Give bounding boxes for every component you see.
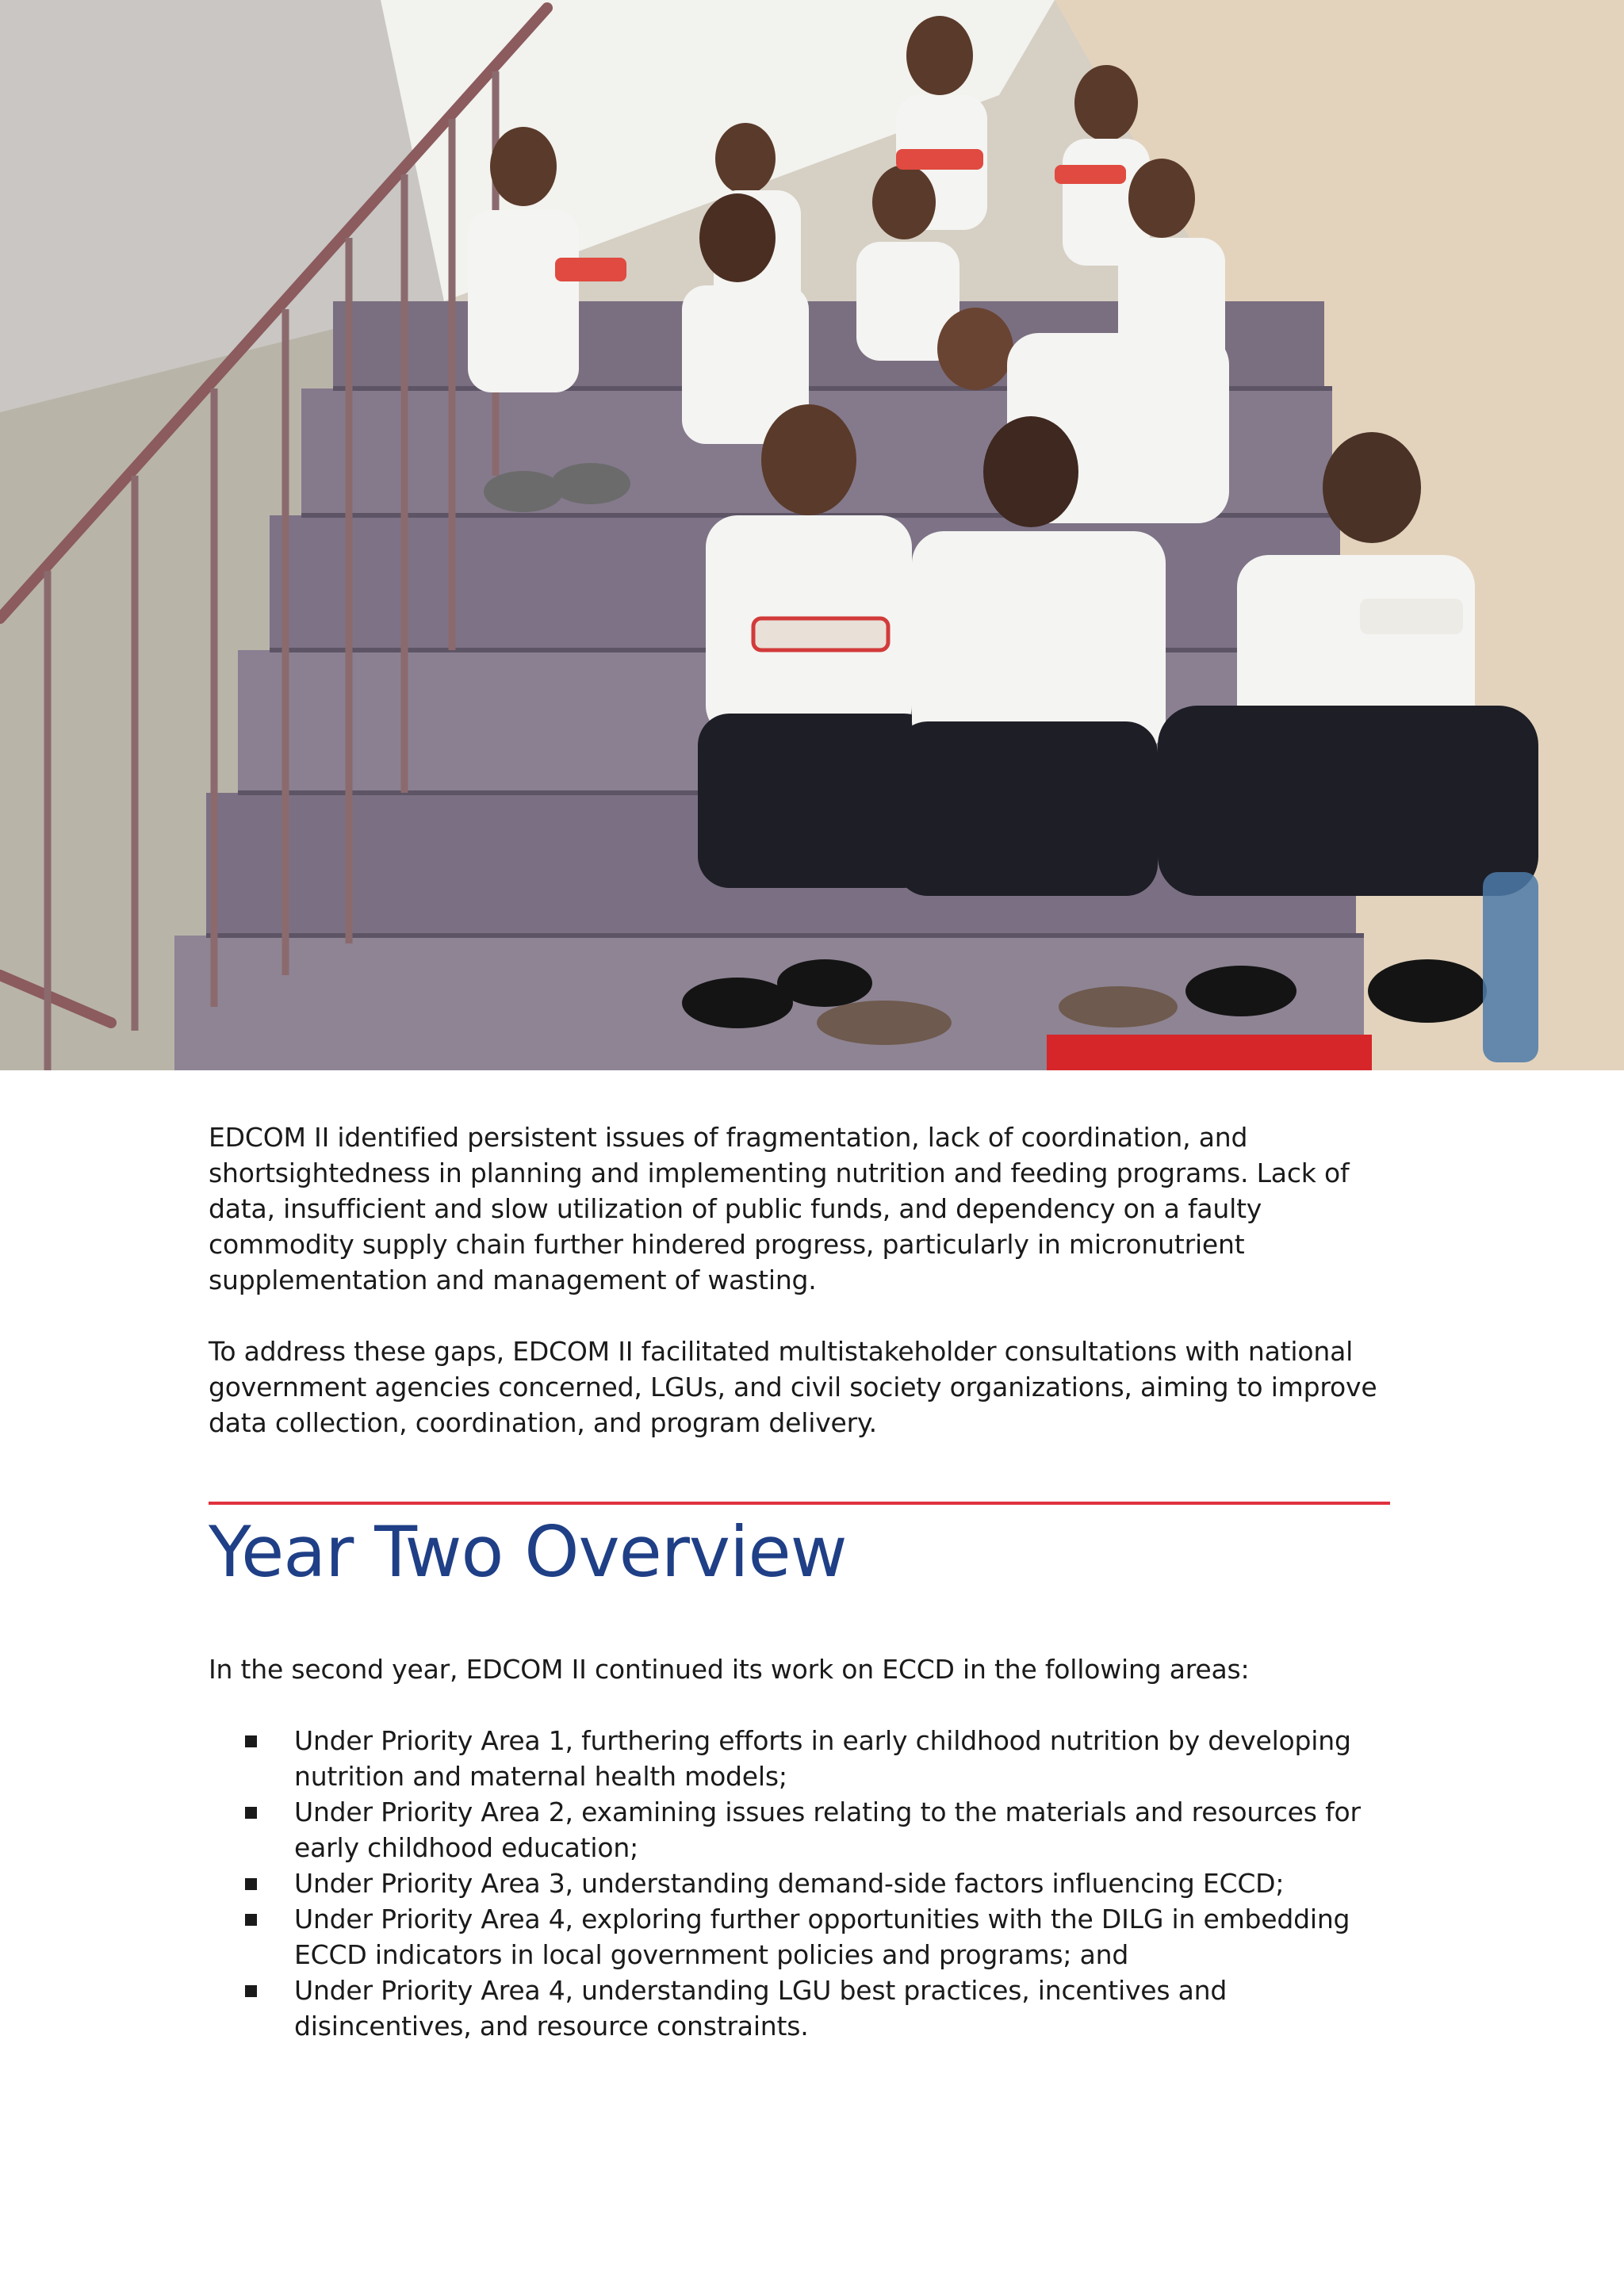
list-item-text: Under Priority Area 1, furthering efforts in early childhood nutrition by developing nutrition and maternal health models;: [294, 1725, 1351, 1792]
list-item-text: Under Priority Area 3, understanding demand-side factors influencing ECCD;: [294, 1868, 1285, 1899]
section-heading: Year Two Overview: [209, 1511, 847, 1593]
section-intro: In the second year, EDCOM II continued its work on ECCD in the following areas:: [209, 1654, 1250, 1685]
list-item: [209, 1794, 1390, 1866]
list-item: [209, 1866, 1390, 1901]
list-item: [209, 1901, 1390, 1973]
square-bullet-icon: [245, 1985, 257, 1997]
body-paragraph-2: To address these gaps, EDCOM II facilitated multistakeholder consultations with national government agencies concerned, LGUs, and civil society organizations, aiming to improve data collection, coordination, and program delivery.: [209, 1336, 1377, 1438]
square-bullet-icon: [245, 1878, 257, 1890]
square-bullet-icon: [245, 1807, 257, 1819]
list-item: [209, 1973, 1390, 2044]
list-item-text: Under Priority Area 4, exploring further opportunities with the DILG in embedding ECCD indicators in local government policies and programs; and: [294, 1904, 1350, 1970]
photo-icon: [0, 0, 1624, 1070]
section-divider: [209, 1502, 1390, 1505]
priority-area-list: [209, 1723, 1390, 2044]
list-item-text: Under Priority Area 4, understanding LGU best practices, incentives and disincentives, and resource constraints.: [294, 1975, 1228, 2042]
header-photo: [0, 0, 1624, 1070]
list-item-text: Under Priority Area 2, examining issues relating to the materials and resources for early childhood education;: [294, 1797, 1361, 1863]
square-bullet-icon: [245, 1735, 257, 1747]
list-item: [209, 1723, 1390, 1794]
body-paragraph-1: EDCOM II identified persistent issues of fragmentation, lack of coordination, and shortsightedness in planning and implementing nutrition and feeding programs. Lack of data, insufficient and slow utilization of public funds, and dependency on a faulty commodity supply chain further hindered progress, particularly in micronutrient supplementation and management of wasting.: [209, 1122, 1350, 1295]
square-bullet-icon: [245, 1914, 257, 1926]
